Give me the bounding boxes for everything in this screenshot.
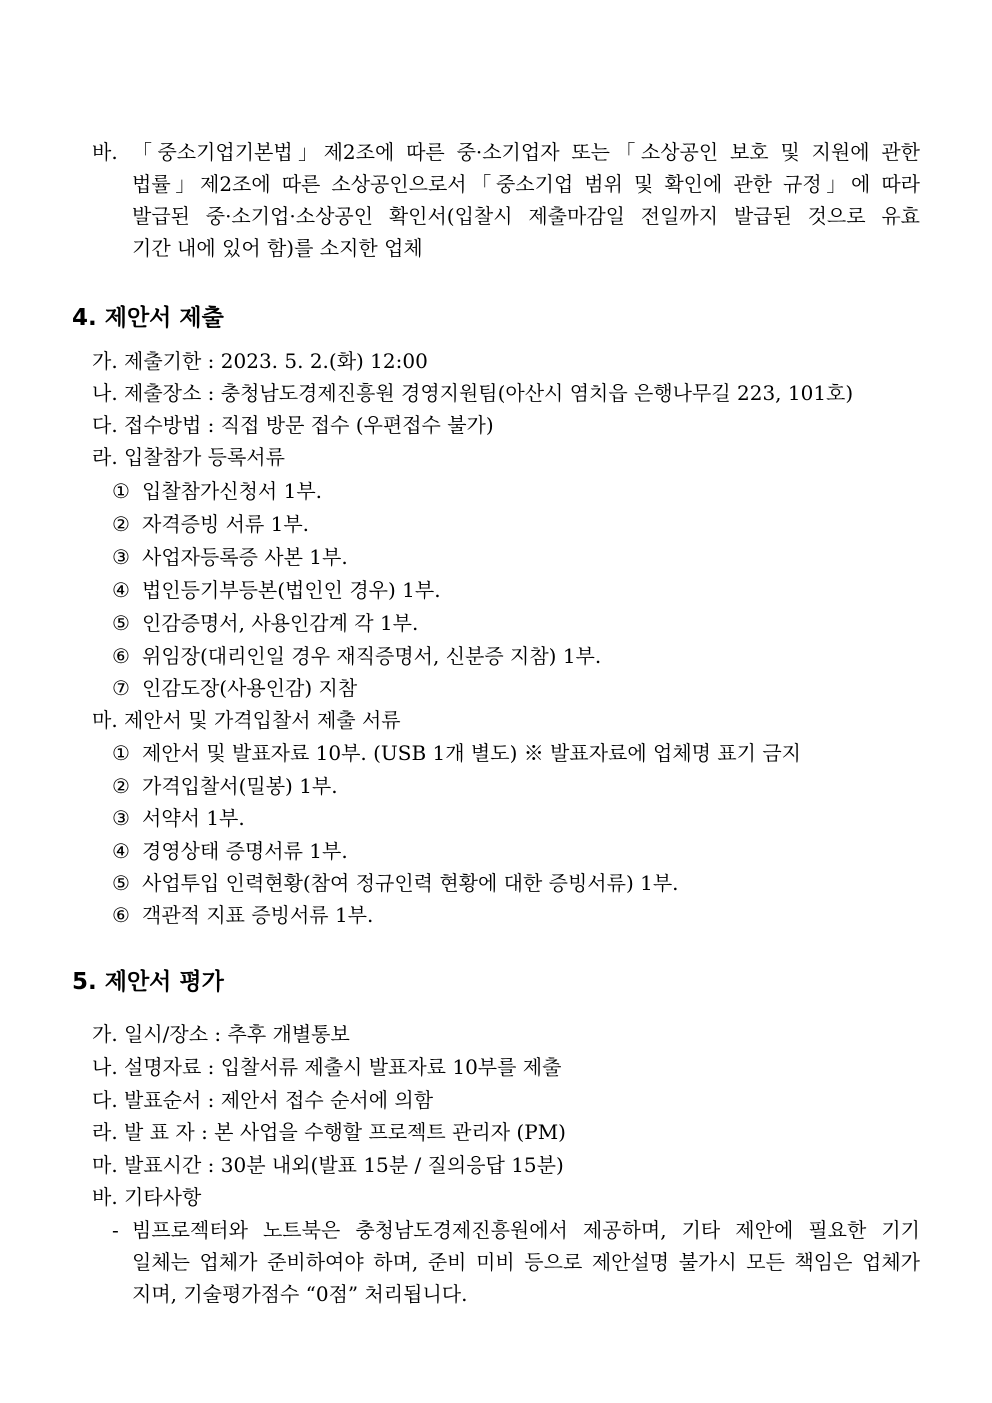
item-number: ③ <box>112 545 130 569</box>
list-item: 라. 입찰참가 등록서류 <box>92 445 285 469</box>
sub-list-item <box>112 574 441 606</box>
paragraph-line: 기간 내에 있어 함)를 소지한 업체 <box>132 236 423 260</box>
item-number: ④ <box>112 839 130 863</box>
note-line: 빔프로젝터와 노트북은 충청남도경제진흥원에서 제공하며, 기타 제안에 필요한 기기 <box>132 1218 920 1242</box>
item-text: 자격증빙 서류 1부. <box>142 512 310 536</box>
item-number: ② <box>112 774 130 798</box>
list-item: 마. 발표시간 : 30분 내외(발표 15분 / 질의응답 15분) <box>92 1153 564 1177</box>
sub-list-item <box>112 737 801 769</box>
item-text: 제안서 및 발표자료 10부. (USB 1개 별도) ※ 발표자료에 업체명 표기 금지 <box>142 741 802 765</box>
section-heading: 5. 제안서 평가 <box>72 969 224 995</box>
list-item: 다. 발표순서 : 제안서 접수 순서에 의함 <box>92 1088 434 1112</box>
item-text: 인감증명서, 사용인감계 각 1부. <box>142 611 419 635</box>
item-text: 가격입찰서(밀봉) 1부. <box>142 774 338 798</box>
sub-list-item <box>112 770 338 802</box>
item-number: ① <box>112 479 130 503</box>
list-item: 마. 제안서 및 가격입찰서 제출 서류 <box>92 708 401 732</box>
sub-list-item <box>112 835 348 867</box>
item-number: ⑥ <box>112 644 130 668</box>
list-item: 나. 제출장소 : 충청남도경제진흥원 경영지원팀(아산시 염치읍 은행나무길 223, 101호) <box>92 381 854 405</box>
item-number: ⑤ <box>112 611 130 635</box>
list-item: 다. 접수방법 : 직접 방문 접수 (우편접수 불가) <box>92 413 494 437</box>
sub-list-item <box>112 899 373 931</box>
sub-list-item <box>112 802 245 834</box>
item-marker-ba: 바. <box>92 140 118 164</box>
item-text: 인감도장(사용인감) 지참 <box>142 676 358 700</box>
item-text: 경영상태 증명서류 1부. <box>142 839 348 863</box>
list-item: 라. 발 표 자 : 본 사업을 수행할 프로젝트 관리자 (PM) <box>92 1120 566 1144</box>
item-number: ⑥ <box>112 903 130 927</box>
note-line: 일체는 업체가 준비하여야 하며, 준비 미비 등으로 제안설명 불가시 모든 책임은 업체가 <box>132 1250 920 1274</box>
item-text: 객관적 지표 증빙서류 1부. <box>142 903 374 927</box>
list-item: 가. 제출기한 : 2023. 5. 2.(화) 12:00 <box>92 349 428 373</box>
item-number: ⑦ <box>112 676 130 700</box>
item-text: 사업투입 인력현황(참여 정규인력 현황에 대한 증빙서류) 1부. <box>142 871 679 895</box>
paragraph-line: 발급된 중·소기업·소상공인 확인서(입찰시 제출마감일 전일까지 발급된 것으로 유효 <box>132 204 920 228</box>
sub-list-item <box>112 672 357 704</box>
item-text: 사업자등록증 사본 1부. <box>142 545 348 569</box>
list-item: 나. 설명자료 : 입찰서류 제출시 발표자료 10부를 제출 <box>92 1055 562 1079</box>
item-text: 서약서 1부. <box>142 806 245 830</box>
item-number: ③ <box>112 806 130 830</box>
item-text: 위임장(대리인일 경우 재직증명서, 신분증 지참) 1부. <box>142 644 602 668</box>
sub-list-item <box>112 867 679 899</box>
sub-list-item <box>112 607 418 639</box>
item-text: 법인등기부등본(법인인 경우) 1부. <box>142 578 441 602</box>
list-item: 가. 일시/장소 : 추후 개별통보 <box>92 1022 350 1046</box>
item-number: ⑤ <box>112 871 130 895</box>
section-heading: 4. 제안서 제출 <box>72 305 224 331</box>
sub-list-item <box>112 475 322 507</box>
list-item: 바. 기타사항 <box>92 1185 202 1209</box>
note-line: 지며, 기술평가점수 “0점” 처리됩니다. <box>132 1282 468 1306</box>
sub-list-item <box>112 508 309 540</box>
note-dash: - <box>112 1218 119 1242</box>
item-number: ④ <box>112 578 130 602</box>
item-number: ① <box>112 741 130 765</box>
item-number: ② <box>112 512 130 536</box>
item-text: 입찰참가신청서 1부. <box>142 479 322 503</box>
paragraph-line: 「중소기업기본법」제2조에 따른 중·소기업자 또는「소상공인 보호 및 지원에 관한 <box>132 140 920 164</box>
paragraph-line: 법률」제2조에 따른 소상공인으로서「중소기업 범위 및 확인에 관한 규정」에 따라 <box>132 172 920 196</box>
sub-list-item <box>112 640 601 672</box>
sub-list-item <box>112 541 348 573</box>
